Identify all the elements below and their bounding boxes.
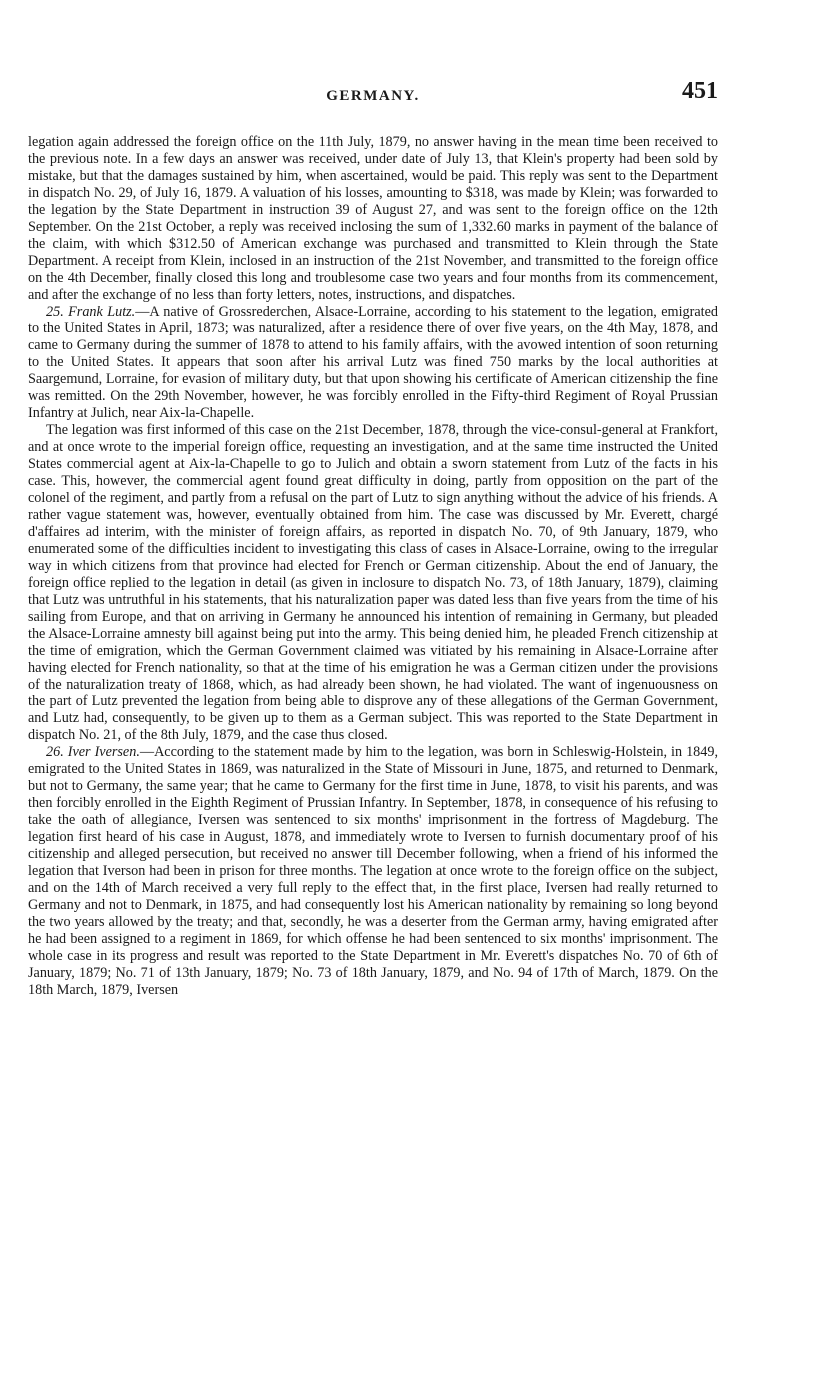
page-number: 451: [682, 78, 718, 104]
paragraph-text: legation again addressed the foreign office on the 11th July, 1879, no answer having in the mean time been received to the previous note. In a few days an answer was received, under date of July 13, that Klein's property had been sold by mistake, but that the damages sustained by him, when ascertained, would be paid. This reply was sent to the Department in dispatch No. 29, of July 16, 1879. A valuation of his losses, amounting to $318, was made by Klein; was forwarded to the legation by the State Department in instruction 39 of August 27, and was sent to the foreign office on the 12th September. On the 21st October, a reply was received inclosing the sum of 1,332.60 marks in payment of the balance of the claim, with which $312.50 of American exchange was purchased and transmitted to Klein through the State Department. A receipt from Klein, inclosed in an instruction of the 21st November, and transmitted to the foreign office on the 4th December, finally closed this long and troublesome case two years and four months from its commencement, and after the exchange of no less than forty letters, notes, instructions, and dispatches.: [28, 134, 718, 303]
paragraph-case-25: [28, 304, 718, 423]
page-title: GERMANY.: [326, 88, 420, 104]
case-heading: 25. Frank Lutz.: [46, 303, 136, 320]
paragraph-text: The legation was first informed of this case on the 21st December, 1878, through the vice-consul-general at Frankfort, and at once wrote to the imperial foreign office, requesting an investigation, and at the same time instructed the United States commercial agent at Aix-la-Chapelle to go to Julich and obtain a sworn statement from Lutz of the facts in his case. This, however, the commercial agent found great difficulty in doing, partly from opposition on the part of the colonel of the regiment, and partly from a refusal on the part of Lutz to sign anything without the advice of his friends. A rather vague statement was, however, eventually obtained from him. The case was discussed by Mr. Everett, chargé d'affaires ad interim, with the minister of foreign affairs, as reported in dispatch No. 70, of 9th January, 1879, who enumerated some of the difficulties incident to investigating this class of cases in Alsace-Lorraine, owing to the irregular way in which citizens from that province had elected for French or German citizenship. About the end of January, the foreign office replied to the legation in detail (as given in inclosure to dispatch No. 73, of 18th January, 1879), claiming that Lutz was untruthful in his statements, that his naturalization paper was dated less than five years from the time of his sailing from Europe, and that on arriving in Germany he announced his intention of remaining in Germany, but pleaded the Alsace-Lorraine amnesty bill against being put into the army. This being denied him, he pleaded French citizenship at the time of emigration, which the German Government claimed was vitiated by his remaining in Alsace-Lorraine after having elected for French nationality, so that at the time of his emigration he was a German citizen under the provisions of the naturalization treaty of 1868, which, as had already been shown, he had violated. The want of ingenuousness on the part of Lutz prevented the legation from being able to disprove any of these allegations of the German Government, and Lutz had, consequently, to be given up to them as a German subject. This was reported to the State Department in dispatch No. 21, of the 8th July, 1879, and the case thus closed.: [28, 422, 718, 744]
paragraph-continuation: [28, 134, 718, 304]
running-head: [28, 78, 718, 114]
document-page: [28, 78, 718, 999]
body-text: [28, 134, 718, 999]
paragraph-text: —A native of Grossrederchen, Alsace-Lorraine, according to his statement to the legation, emigrated to the United States in April, 1873; was naturalized, after a residence there of over five years, on the 4th May, 1878, and came to Germany during the summer of 1878 to attend to his family affairs, with the avowed intention of soon returning to the United States. It appears that soon after his arrival Lutz was fined 750 marks by the local authorities at Saargemund, Lorraine, for evasion of military duty, but that upon showing his certificate of American citizenship the fine was remitted. On the 29th November, however, he was forcibly enrolled in the Fifty-third Regiment of Royal Prussian Infantry at Julich, near Aix-la-Chapelle.: [28, 303, 718, 422]
case-heading: 26. Iver Iversen.: [46, 744, 140, 761]
paragraph-case-26: [28, 744, 718, 998]
paragraph-case-25-continued: [28, 422, 718, 744]
paragraph-text: —According to the statement made by him to the legation, was born in Schleswig-Holstein, in 1849, emigrated to the United States in 1869, was naturalized in the State of Missouri in June, 1875, and returned to Denmark, but not to Germany, the same year; that he came to Germany for the first time in June, 1878, to visit his parents, and was then forcibly enrolled in the Eighth Regiment of Prussian Infantry. In September, 1878, in consequence of his refusing to take the oath of allegiance, Iversen was sentenced to six months' imprisonment in the fortress of Magdeburg. The legation first heard of his case in August, 1878, and immediately wrote to Iversen to furnish documentary proof of his citizenship and alleged persecution, but received no answer till December following, when a friend of his informed the legation that Iverson had been in prison for three months. The legation at once wrote to the foreign office on the subject, and on the 14th of March received a very full reply to the effect that, in the first place, Iversen had really returned to Germany and not to Denmark, in 1875, and had consequently lost his American nationality by remaining so long beyond the two years allowed by the treaty; and that, secondly, he was a deserter from the German army, having emigrated after he had been assigned to a regiment in 1869, for which offense he had been sentenced to six months' imprisonment. The whole case in its progress and result was reported to the State Department in Mr. Everett's dispatches No. 70 of 6th of January, 1879; No. 71 of 13th January, 1879; No. 73 of 18th January, 1879, and No. 94 of 17th of March, 1879. On the 18th March, 1879, Iversen: [28, 744, 718, 998]
